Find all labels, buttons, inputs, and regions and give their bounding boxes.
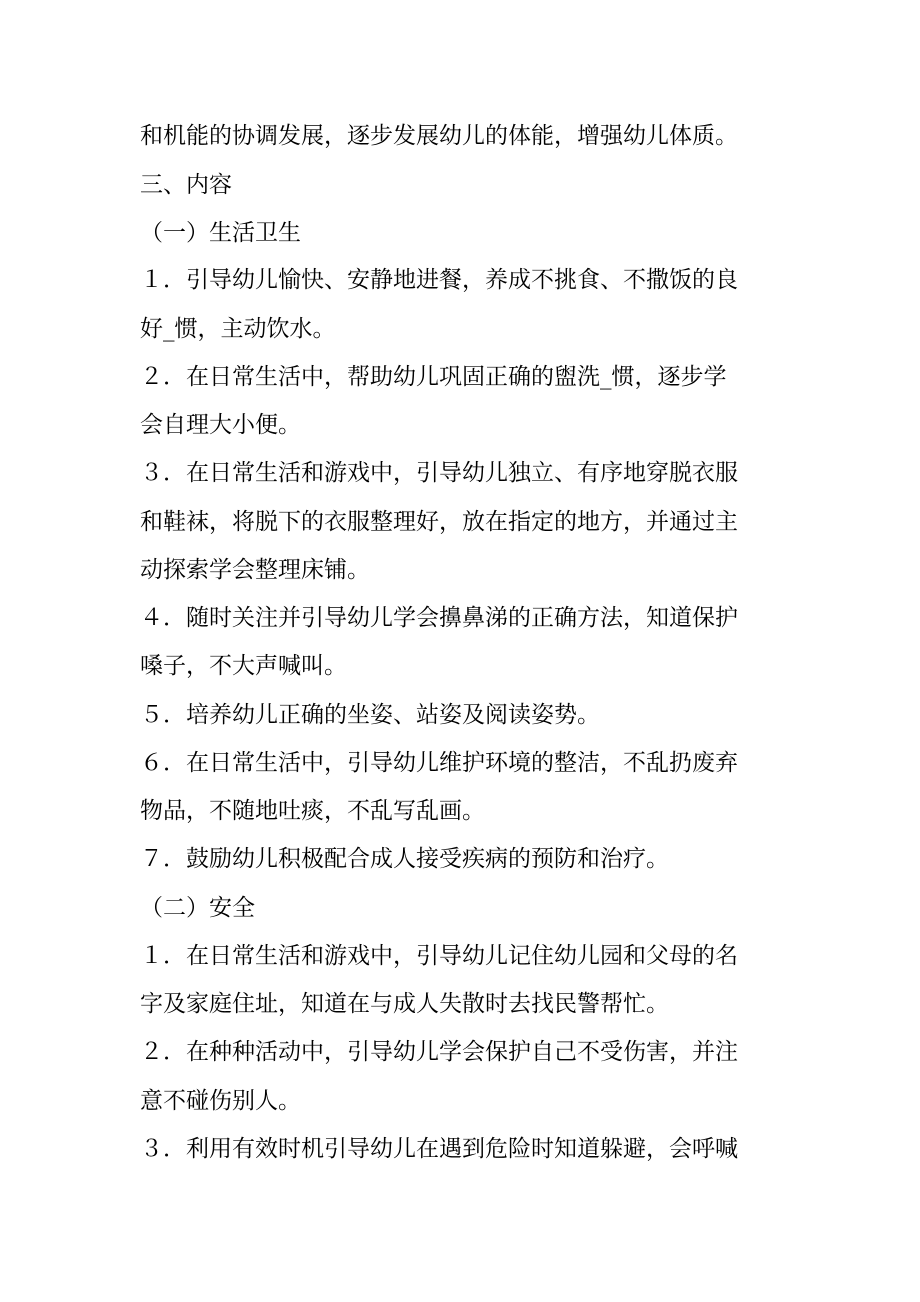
list-item: ４．随时关注并引导幼儿学会擤鼻涕的正确方法，知道保护 (140, 605, 738, 631)
subsection-heading: （二）安全 (140, 895, 255, 921)
text-line: 字及家庭住址，知道在与成人失散时去找民警帮忙。 (140, 991, 669, 1017)
text-line: 和机能的协调发展，逐步发展幼儿的体能，增强幼儿体质。 (140, 123, 738, 149)
list-item: １．引导幼儿愉快、安静地进餐，养成不挑食、不撒饭的良 (140, 267, 738, 293)
list-item: ５．培养幼儿正确的坐姿、站姿及阅读姿势。 (140, 702, 600, 728)
list-item: ６．在日常生活中，引导幼儿维护环境的整洁，不乱扔废弃 (140, 750, 738, 776)
section-heading: 三、内容 (140, 172, 232, 198)
list-item: ７．鼓励幼儿积极配合成人接受疾病的预防和治疗。 (140, 846, 669, 872)
text-line: 意不碰伤别人。 (140, 1088, 301, 1114)
text-line: 嗓子，不大声喊叫。 (140, 653, 347, 679)
list-item: ２．在种种活动中，引导幼儿学会保护自己不受伤害，并注 (140, 1039, 738, 1065)
subsection-heading: （一）生活卫生 (140, 220, 301, 246)
text-line: 和鞋袜，将脱下的衣服整理好，放在指定的地方，并通过主 (140, 509, 738, 535)
list-item: ２．在日常生活中，帮助幼儿巩固正确的盥洗_惯，逐步学 (140, 364, 727, 390)
text-line: 动探索学会整理床铺。 (140, 557, 370, 583)
list-item: ３．在日常生活和游戏中，引导幼儿独立、有序地穿脱衣服 (140, 460, 738, 486)
text-line: 物品，不随地吐痰，不乱写乱画。 (140, 798, 485, 824)
text-line: 会自理大小便。 (140, 412, 301, 438)
list-item: １．在日常生活和游戏中，引导幼儿记住幼儿园和父母的名 (140, 943, 738, 969)
text-line: 好_惯，主动饮水。 (140, 316, 336, 342)
list-item: ３．利用有效时机引导幼儿在遇到危险时知道躲避，会呼喊 (140, 1136, 738, 1162)
